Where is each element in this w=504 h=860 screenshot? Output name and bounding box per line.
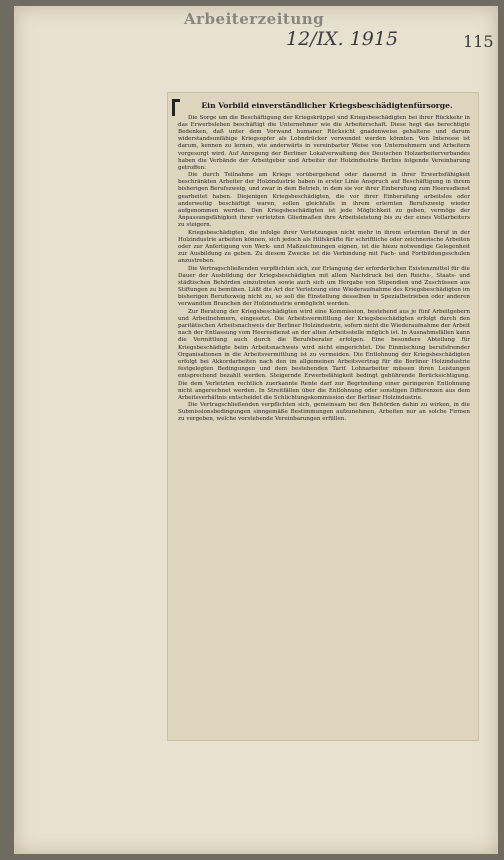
article-paragraph: Die Vertragschließenden verpflichten sich, gemeinsam bei den Behörden dahin zu wirken, in die Submissionsbedingungen sinngemäße Bestimmungen aufzunehmen, Arbeiten nur an solche Firmen zu vergeben, welche vorstehende Vereinbarungen erfüllen. <box>178 402 470 423</box>
article-paragraph: Die Sorge um die Beschäftigung der Kriegskrüppel und Kriegsbeschädigten bei ihrer Rückkehr in das Erwerbsleben beschäftigt die Unternehmer wie die Arbeiterschaft. Diese hegt das berechtigte Bedenken, daß unter dem Vorwand humaner Rücksicht gnadenweise gehaltene und darum widerstandsunfähige Kriegsopfer als Lohndrücker verwendet werden könnten. Von Interesse ist darum, kennen zu lernen, wie anderwärts in vereinbarter Weise von Unternehmern und Arbeitern vorgesorgt wird. Auf Anregung der Berliner Lokalverwaltung des Deutschen Holzarbeiterverbandes haben die Verbände der Arbeitgeber und Arbeiter der Holzindustrie Berlins folgende Vereinbarung getroffen: <box>178 114 470 171</box>
article-body <box>168 115 478 424</box>
article-paragraph: Zur Beratung der Kriegsbeschädigten wird eine Kommission, bestehend aus je fünf Arbeitgebern und Arbeitnehmern, eingesetzt. Die Arbeitsvermittlung der Kriegsbeschädigten erfolgt durch den paritätischen Arbeitsnachweis der Berliner Holzindustrie, sofern nicht die Wiederaufnahme der Arbeit nach der Entlassung vom Heeresdienst an der alten Arbeitsstelle möglich ist. In Ausnahmsfällen kann die Vermittlung auch durch die Berufsberater erfolgen. Eine besondere Abteilung für Kriegsbeschädigte beim Arbeitsnachweis wird nicht eingerichtet. Die Einmischung berufsfremder Organisationen in die Arbeitsvermittlung ist zu vermeiden. Die Entlohnung der Kriegsbeschädigten erfolgt bei Akkordarbeiten nach den im allgemeinen Arbeitsvertrag für die Berliner Holzindustrie festgelegten Bedingungen und dem bestehenden Tarif. Lohnarbeiter müssen ihren Leistungen entsprechend bezahlt werden. Steigernde Erwerbsfähigkeit bedingt gebührende Berücksichtigung. Die dem Verletzten rechtlich zuerkannte Rente darf zur Begründung einer geringeren Entlohnung nicht angerechnet werden. In Streitfällen über die Entlohnung oder sonstigen Differenzen aus dem Arbeitsverhältnis entscheidet die Schlichtungskommission der Berliner Holzindustrie. <box>178 308 470 401</box>
bracket-mark <box>172 99 180 116</box>
newspaper-clipping <box>167 92 479 741</box>
page-number: 115 <box>463 32 494 51</box>
article-title: Ein Vorbild einverständlicher Kriegsbeschädigtenfürsorge. <box>201 101 453 110</box>
newspaper-stamp: Arbeiterzeitung <box>184 10 325 28</box>
article-paragraph: Kriegsbeschädigten, die infolge ihrer Verletzungen nicht mehr in ihrem erlernten Beruf in der Holzindustrie arbeiten können, sich jedoch als Hilfskräfte für schriftliche oder zeichnerische Arbeiten oder zur Anfertigung von Werk- und Maßzeichnungen eignen, ist die hiezu notwendige Gelegenheit zur Ausbildung zu geben. Zu diesem Zwecke ist die Verbindung mit Fach- und Fortbildungsschulen anzustreben. <box>178 229 470 265</box>
handwritten-date: 12/IX. 1915 <box>286 28 399 50</box>
article-paragraph: Die Vertragschließenden verpflichten sich, zur Erlangung der erforderlichen Existenzmittel für die Dauer der Ausbildung der Kriegsbeschädigten mit allem Nachdruck bei den Reichs-, Staats- und städtischen Behörden einzutreten sowie auch sich um Hergabe von Stipendien und Zuschüssen aus Stiftungen zu bemühen. Läßt die Art der Verletzung eine Wiederaufnahme des Kriegsbeschädigten im bisherigen Berufszweig nicht zu, so soll die Einstellung desselben in Spezialbetrieben oder anderen verwandten Branchen der Holzindustrie ermöglicht werden. <box>178 265 470 308</box>
article-paragraph: Die durch Teilnahme am Kriege vorübergehend oder dauernd in ihrer Erwerbsfähigkeit beschränkten Arbeiter der Holzindustrie haben in erster Linie Anspruch auf Beschäftigung in ihrem bisherigen Berufszweig, und zwar in dem Betrieb, in dem sie vor ihrer Einberufung zum Heeresdienst gearbeitet haben. Diejenigen Kriegsbeschädigten, die vor ihrer Einberufung arbeitslos oder anderweitig beschäftigt waren, sollen gleichfalls in ihrem erlernten Berufszweig wieder aufgenommen werden. Den Kriegsbeschädigten ist jede Möglichkeit zu geben, vermöge der Anpassungsfähigkeit ihrer verletzten Gliedmaßen ihre Arbeitsleistung bis zu der eines Vollarbeiters zu steigern. <box>178 172 470 229</box>
